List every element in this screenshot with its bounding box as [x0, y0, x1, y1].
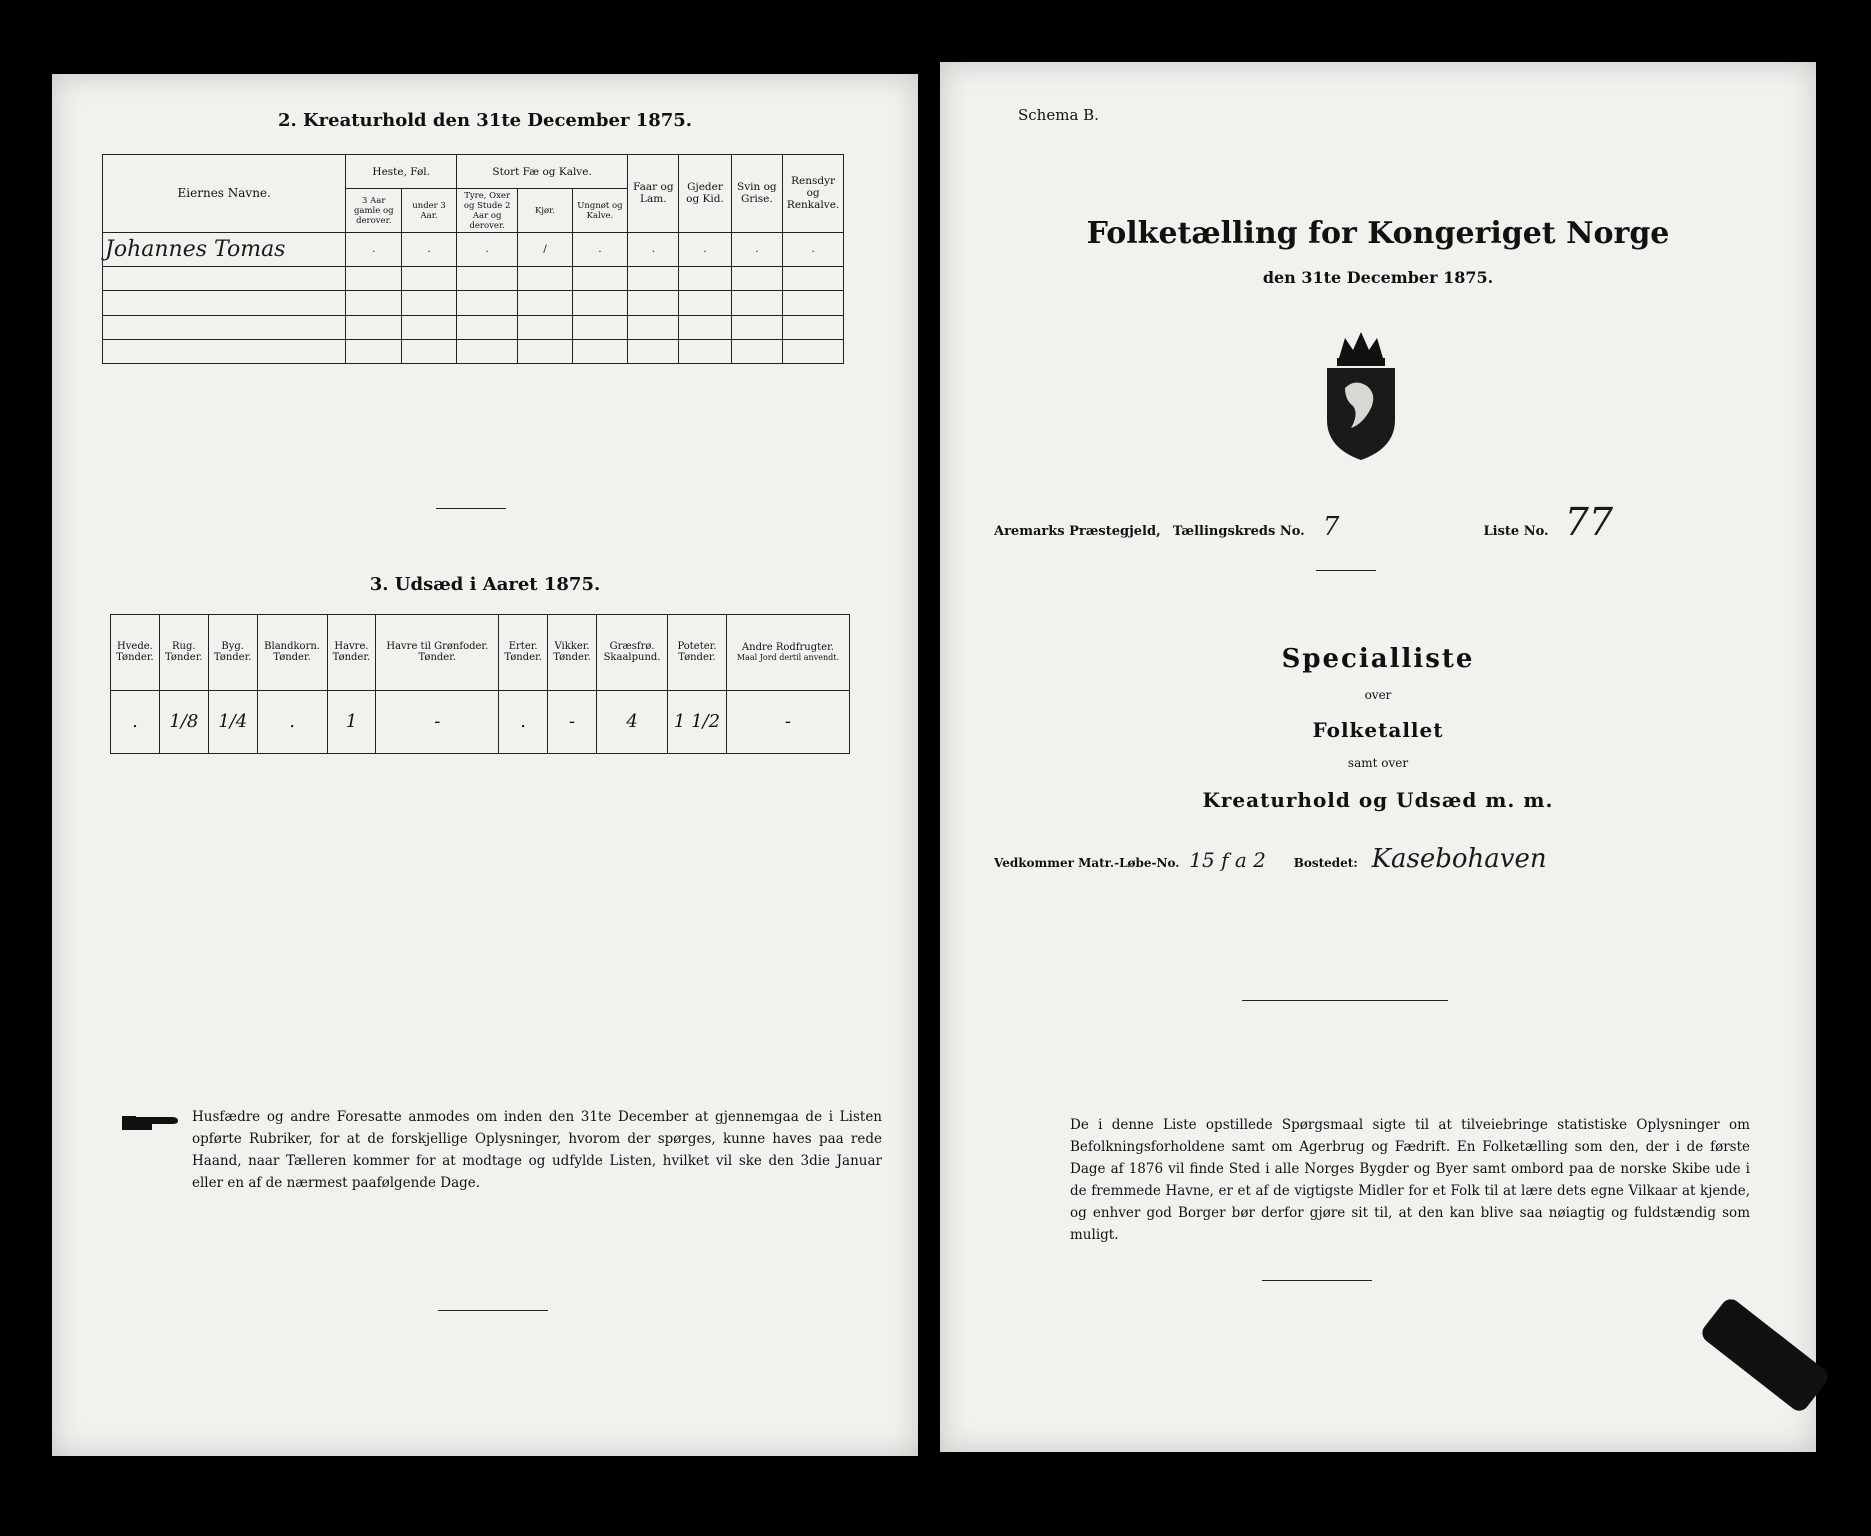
header-cell: Vikker. Tønder.	[548, 615, 597, 691]
schema-label: Schema B.	[1018, 106, 1099, 124]
page-title: Folketælling for Kongeriget Norge	[1086, 216, 1670, 251]
header-cell: Hvede. Tønder.	[111, 615, 160, 691]
table-cell: 1 1/2	[668, 690, 727, 753]
table-cell: /	[518, 232, 572, 266]
table-cell: .	[499, 690, 548, 753]
parish-line	[994, 500, 1613, 544]
table-cell: -	[726, 690, 849, 753]
header-cell: Havre. Tønder.	[327, 615, 376, 691]
owner-name: Johannes Tomas	[105, 236, 286, 262]
divider	[1242, 1000, 1448, 1001]
table-row	[103, 339, 844, 363]
samt-over-label: samt over	[1347, 756, 1409, 770]
over-label: over	[1364, 688, 1392, 702]
divider	[1316, 570, 1376, 571]
table-row	[111, 690, 850, 753]
district-label: Tællingskreds No.	[1172, 524, 1305, 539]
table-cell: 1/4	[208, 690, 257, 753]
table-row	[103, 232, 844, 266]
table-cell: .	[111, 690, 160, 753]
closing-text: De i denne Liste opstillede Spørgsmaal sigte til at tilveiebringe statistiske Oplysninger om Befolkningsforholdene samt om Agerbrug og Fædrift. En Folketælling som den, der i de første Dage af 1876 vil finde Sted i alle Norges Bygder og Byer samt ombord paa de norske Skibe ude i de fremmede Havne, er et af de vigtigste Midler for et Folk til at lære dets egne Vilkaar at kjende, og enhver god Borger bør derfor gjøre sit til, at den kan blive saa nøiagtig og fuldstændig som muligt.	[1070, 1117, 1750, 1243]
right-page	[940, 62, 1816, 1452]
table-cell: .	[731, 232, 783, 266]
bosted-label: Bostedet:	[1293, 856, 1358, 870]
notice-text: Husfædre og andre Foresatte anmodes om inden den 31te December at gjennemgaa de i Listen opførte Rubriker, for at de forskjellige Oplysninger, hvorom der spørges, kunne haves paa rede Haand, naar Tælleren kommer for at modtage og udfylde Listen, hvilket vil ske den 3die Januar eller en af de nærmest paafølgende Dage.	[192, 1109, 882, 1191]
table-cell: -	[548, 690, 597, 753]
header-cell: Byg. Tønder.	[208, 615, 257, 691]
table-cell: .	[572, 232, 627, 266]
section2-title: 2. Kreaturhold den 31te December 1875.	[277, 110, 693, 131]
table-cell: 1/8	[159, 690, 208, 753]
parish-label: Aremarks Præstegjeld,	[994, 524, 1161, 539]
page-subtitle: den 31te December 1875.	[1262, 268, 1494, 287]
table-row	[103, 267, 844, 291]
horses-group-header: Heste, Føl.	[346, 155, 457, 189]
cows-header: Kjør.	[518, 189, 572, 232]
pointing-hand-icon	[122, 1112, 180, 1138]
table-row	[103, 315, 844, 339]
list-label: Liste No.	[1483, 524, 1549, 539]
matr-label: Vedkommer Matr.-Løbe-No.	[994, 856, 1180, 870]
matr-value: 15 f a 2	[1189, 848, 1266, 872]
header-cell: Blandkorn. Tønder.	[257, 615, 327, 691]
header-cell: Havre til Grønfoder. Tønder.	[376, 615, 499, 691]
header-cell: Poteter. Tønder.	[668, 615, 727, 691]
district-value: 7	[1322, 512, 1340, 542]
special-heading: Specialliste	[1281, 644, 1475, 674]
divider	[436, 508, 506, 509]
table-cell: .	[679, 232, 731, 266]
table-cell: .	[457, 232, 518, 266]
table-cell: 1	[327, 690, 376, 753]
divider	[438, 1310, 548, 1311]
sheep-header: Faar og Lam.	[628, 155, 679, 233]
cattle-group-header: Stort Fæ og Kalve.	[457, 155, 628, 189]
table-cell: -	[376, 690, 499, 753]
table-cell: .	[402, 232, 457, 266]
young-cattle-header: Ungnøt og Kalve.	[572, 189, 627, 232]
folketallet-label: Folketallet	[1312, 718, 1444, 742]
table-cell: .	[257, 690, 327, 753]
kreaturhold-label: Kreaturhold og Udsæd m. m.	[1202, 788, 1554, 812]
header-cell: Andre Rodfrugter. Maal Jord dertil anvendt.	[726, 615, 849, 691]
matr-line	[994, 844, 1547, 874]
pigs-header: Svin og Grise.	[731, 155, 783, 233]
table-cell: .	[628, 232, 679, 266]
header-cell: Græsfrø. Skaalpund.	[596, 615, 667, 691]
reindeer-header: Rensdyr og Renkalve.	[783, 155, 844, 233]
owner-header: Eiernes Navne.	[103, 155, 346, 233]
left-page	[52, 74, 918, 1456]
seed-table	[110, 614, 850, 754]
divider	[1262, 1280, 1372, 1281]
livestock-table	[102, 154, 844, 364]
list-value: 77	[1564, 500, 1614, 544]
section3-title: 3. Udsæd i Aaret 1875.	[369, 574, 601, 595]
header-cell: Rug. Tønder.	[159, 615, 208, 691]
table-row	[103, 291, 844, 315]
table-cell: .	[346, 232, 402, 266]
header-cell: Erter. Tønder.	[499, 615, 548, 691]
table-cell: 4	[596, 690, 667, 753]
horses-young-header: under 3 Aar.	[402, 189, 457, 232]
goats-header: Gjeder og Kid.	[679, 155, 731, 233]
coat-of-arms-icon	[1315, 328, 1407, 468]
bulls-header: Tyre, Oxer og Stude 2 Aar og derover.	[457, 189, 518, 232]
table-cell: .	[783, 232, 844, 266]
bosted-value: Kasebohaven	[1371, 844, 1547, 874]
horses-old-header: 3 Aar gamle og derover.	[346, 189, 402, 232]
